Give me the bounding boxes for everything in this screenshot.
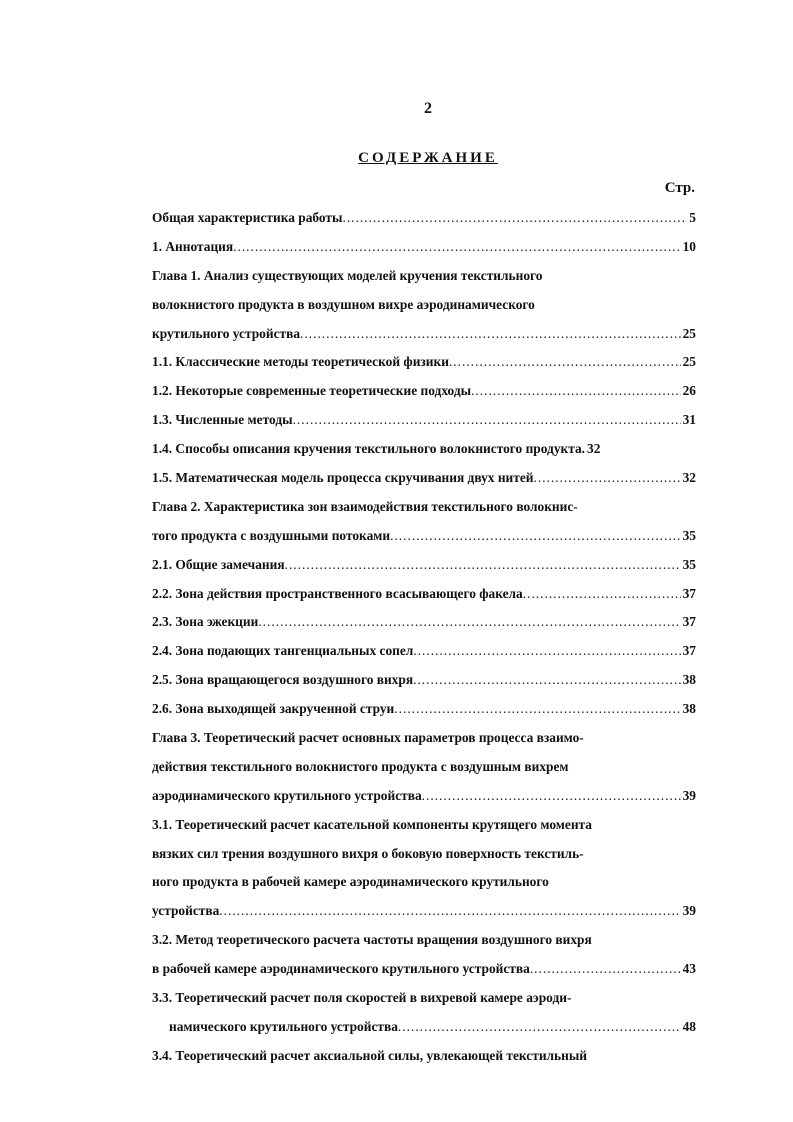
toc-entry: [152, 377, 696, 406]
toc-entry-text: намического крутильного устройства: [169, 1018, 398, 1034]
page-title: СОДЕРЖАНИЕ: [358, 150, 498, 166]
toc-leader-dots: [523, 580, 681, 609]
toc-leader-dots: [394, 695, 680, 724]
toc-entry-page: 10: [682, 238, 696, 254]
toc-entry: [152, 320, 696, 349]
toc-entry-text: 1.5. Математическая модель процесса скручивания двух нитей: [152, 470, 534, 486]
toc-entry: [152, 724, 696, 753]
toc-entry-text: 1.1. Классические методы теоретической физики: [152, 354, 449, 370]
toc-entry-page: 35: [682, 556, 696, 572]
toc-entry: [152, 291, 696, 320]
toc-entry-text: Глава 2. Характеристика зон взаимодействия текстильного волокнис-: [152, 498, 578, 514]
toc-entry-text: 2.1. Общие замечания: [152, 556, 285, 572]
toc-leader-dots: [233, 233, 680, 262]
toc-entry-text: ного продукта в рабочей камере аэродинамического крутильного: [152, 874, 549, 890]
toc-entry-page: 35: [682, 527, 696, 543]
toc-entry-text: крутильного устройства: [152, 325, 301, 341]
toc-entry: [152, 782, 696, 811]
toc-entry: [152, 868, 696, 897]
toc-leader-dots: [285, 551, 681, 580]
toc-entry: [152, 897, 696, 926]
toc-entry-text: Глава 1. Анализ существующих моделей кручения текстильного: [152, 267, 543, 283]
toc-entry-text: 1.4. Способы описания кручения текстильного волокнистого продукта.: [152, 441, 586, 457]
toc-entry-page: 37: [682, 643, 696, 659]
toc-leader-dots: [413, 637, 680, 666]
toc-entry-text: 2.4. Зона подающих тангенциальных сопел: [152, 643, 414, 659]
toc-entry-text: 1.2. Некоторые современные теоретические подходы: [152, 383, 472, 399]
toc-leader-dots: [342, 204, 687, 233]
page-column-label: Стр.: [664, 180, 695, 196]
toc-entry-page: 25: [682, 354, 696, 370]
toc-leader-dots: [300, 320, 681, 349]
toc-entry-page: 32: [587, 441, 601, 457]
toc-leader-dots: [398, 1013, 681, 1042]
toc-entry: [152, 811, 696, 840]
toc-leader-dots: [449, 348, 681, 377]
toc-entry: [152, 1042, 696, 1071]
toc-entry-text: Общая характеристика работы: [152, 210, 343, 225]
toc-entry: [152, 608, 696, 637]
toc-entry: [152, 753, 696, 782]
toc-entry-text: 2.3. Зона эжекции: [152, 614, 259, 630]
toc-entry: [152, 695, 696, 724]
toc-entry: [152, 435, 696, 464]
toc-entry-page: 37: [682, 614, 696, 630]
toc-entry-text: вязких сил трения воздушного вихря о боковую поверхность текстиль-: [152, 845, 584, 861]
toc-leader-dots: [530, 955, 681, 984]
toc-entry-text: 2.6. Зона выходящей закрученной струи: [152, 701, 395, 717]
toc-leader-dots: [219, 897, 680, 926]
toc-entry-text: 2.2. Зона действия пространственного всасывающего факела: [152, 585, 523, 601]
toc-entry-text: 3.3. Теоретический расчет поля скоростей в вихревой камере аэроди-: [152, 990, 572, 1006]
toc-entry-text: 3.4. Теоретический расчет аксиальной силы, увлекающей текстильный: [152, 1047, 588, 1063]
toc-entry-text: 1. Аннотация: [152, 238, 234, 254]
toc-entry-page: 43: [682, 961, 696, 977]
toc-leader-dots: [534, 464, 681, 493]
toc-entry-page: 38: [682, 672, 696, 688]
toc-entry: [152, 493, 696, 522]
toc-entry: [152, 406, 696, 435]
toc-leader-dots: [413, 666, 681, 695]
toc-entry: [152, 262, 696, 291]
toc-entry-page: 25: [682, 325, 696, 341]
toc-leader-dots: [258, 608, 680, 637]
toc-entry-text: действия текстильного волокнистого продукта с воздушным вихрем: [152, 758, 569, 774]
toc-entry: [152, 955, 696, 984]
toc-entry-page: 5: [689, 210, 696, 225]
toc-leader-dots: [390, 522, 681, 551]
toc-entry-text: того продукта с воздушными потоками: [152, 527, 391, 543]
toc-entry-text: 3.2. Метод теоретического расчета частоты вращения воздушного вихря: [152, 932, 592, 948]
toc-entry-text: 3.1. Теоретический расчет касательной компоненты крутящего момента: [152, 816, 592, 832]
toc-entry: [152, 464, 696, 493]
toc-entry-page: 37: [682, 585, 696, 601]
toc-entry: [152, 233, 696, 262]
toc-entry-text: в рабочей камере аэродинамического крутильного устройства: [152, 961, 530, 977]
toc-entry-page: 32: [682, 470, 696, 486]
toc-entry: [152, 984, 696, 1013]
toc-leader-dots: [422, 782, 681, 811]
toc-entry-page: 38: [682, 701, 696, 717]
toc-leader-dots: [293, 406, 681, 435]
toc-entry: [152, 637, 696, 666]
toc-entry: [152, 551, 696, 580]
page-number: 2: [424, 100, 432, 117]
toc-entry: [152, 926, 696, 955]
toc-entry-page: 48: [682, 1018, 696, 1034]
toc-entry-page: 39: [682, 787, 696, 803]
toc-entry-page: 39: [682, 903, 696, 919]
toc-entry: [152, 204, 696, 233]
toc-entry-text: Глава 3. Теоретический расчет основных параметров процесса взаимо-: [152, 730, 584, 746]
toc-entry-page: 26: [682, 383, 696, 399]
toc-entry: [152, 1013, 696, 1042]
toc-entry: [152, 840, 696, 869]
toc-entry-text: волокнистого продукта в воздушном вихре аэродинамического: [152, 296, 535, 312]
toc-entry-text: аэродинамического крутильного устройства: [152, 787, 422, 803]
toc-leader-dots: [471, 377, 681, 406]
toc-entry-text: устройства: [152, 903, 220, 919]
toc-entry: [152, 666, 696, 695]
toc-entry-text: 1.3. Численные методы: [152, 412, 293, 428]
toc-entry-text: 2.5. Зона вращающегося воздушного вихря: [152, 672, 414, 688]
toc-entry: [152, 580, 696, 609]
toc-entry: [152, 348, 696, 377]
toc-entry-page: 31: [682, 412, 696, 428]
table-of-contents: [152, 204, 696, 1071]
toc-entry: [152, 522, 696, 551]
